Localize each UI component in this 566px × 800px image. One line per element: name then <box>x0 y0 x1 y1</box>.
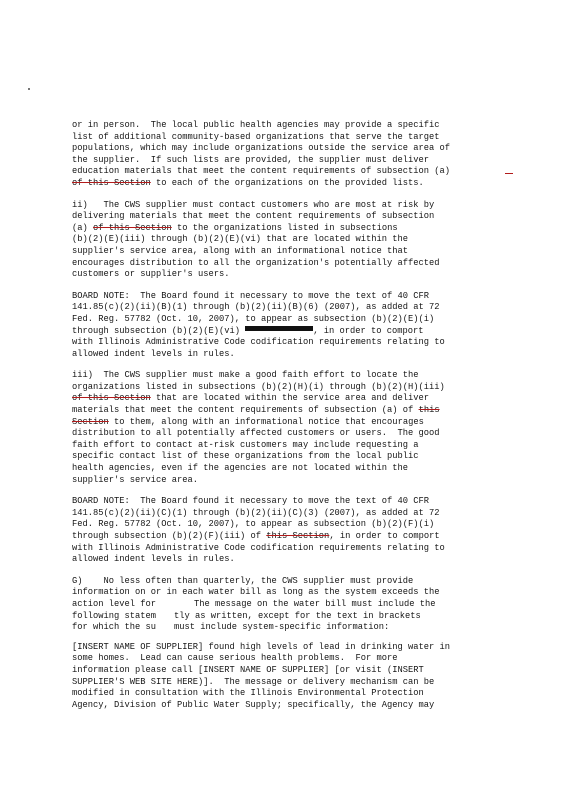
text-line: BOARD NOTE: The Board found it necessary to move the text of 40 CFR <box>72 290 430 301</box>
struck-text: this Section <box>266 531 330 541</box>
text-line: faith effort to contact at-risk customers may include requesting a <box>72 439 419 450</box>
text-line: G) No less often than quarterly, the CWS supplier must provide <box>72 575 414 586</box>
text-line: (a) <box>72 222 94 233</box>
text-line: ii) The CWS supplier must contact customers who are most at risk by <box>72 199 435 210</box>
struck-text: of this Section <box>93 222 172 233</box>
text-line: supplier's service area, along with an informational notice that <box>72 245 409 256</box>
board-note-1 <box>72 291 502 361</box>
text-line: (b)(2)(E)(iii) through (b)(2)(E)(vi) that are located within the <box>72 234 409 245</box>
text-line: following statem <box>72 610 157 621</box>
struck-text: of this Section <box>72 177 151 188</box>
paragraph-g <box>72 576 502 634</box>
text-line: must include system-specific information: <box>174 622 390 633</box>
text-line: that are located within the service area and deliver <box>150 393 430 404</box>
text-line: through subsection (b)(2)(F)(iii) of <box>72 531 267 541</box>
text-line: tly as written, except for the text in brackets <box>174 610 421 621</box>
text-line: [INSERT NAME OF SUPPLIER] found high levels of lead in drinking water in <box>72 641 451 652</box>
text-line: customers or supplier's users. <box>72 269 230 280</box>
text-line: Fed. Reg. 57782 (Oct. 10, 2007), to appear as subsection (b)(2)(F)(i) <box>72 519 435 530</box>
text-line: 141.85(c)(2)(ii)(C)(1) through (b)(2)(ii)(C)(3) (2007), as added at 72 <box>72 507 440 518</box>
text-line: action level for <box>72 598 157 609</box>
text-line: distribution to all potentially affected customers or users. The good <box>72 428 440 439</box>
text-line: Agency, Division of Public Water Supply; specifically, the Agency may <box>72 699 435 710</box>
text-line: allowed indent levels in rules. <box>72 348 235 359</box>
text-line: delivering materials that meet the content requirements of subsection <box>72 211 435 222</box>
text-line: materials that meet the content requirements of subsection (a) of <box>72 405 419 416</box>
redaction-bar <box>245 326 313 331</box>
text-line: health agencies, even if the agencies are not located within the <box>72 463 409 474</box>
text-line: with Illinois Administrative Code codification requirements relating to <box>72 542 445 553</box>
board-note-2 <box>72 496 502 566</box>
text-line: BOARD NOTE: The Board found it necessary to move the text of 40 CFR <box>72 496 430 507</box>
struck-text: this <box>418 405 440 416</box>
text-line: to them, along with an informational notice that encourages <box>108 416 424 427</box>
text-line: populations, which may include organizations outside the service area of <box>72 143 451 154</box>
text-line: to the organizations listed in subsections <box>171 222 398 233</box>
text-line: with Illinois Administrative Code codification requirements relating to <box>72 337 445 348</box>
text-line: education materials that meet the content requirements of subsection (a) <box>72 166 451 177</box>
text-line: to each of the organizations on the provided lists. <box>150 177 424 188</box>
text-line: for which the su <box>72 622 157 633</box>
text-line: , in order to comport <box>329 531 440 541</box>
text-line: or in person. The local public health agencies may provide a specific <box>72 120 440 130</box>
text-line: The message on the water bill must include the <box>194 598 436 609</box>
text-line: through subsection (b)(2)(E)(vi) <box>72 325 246 336</box>
required-notice-text <box>72 642 502 712</box>
text-line: some homes. Lead can cause serious health problems. For more <box>72 653 398 664</box>
scan-artifact-mark <box>28 88 30 90</box>
text-line: supplier's service area. <box>72 474 199 485</box>
text-line: information please call [INSERT NAME OF SUPPLIER] [or visit (INSERT <box>72 664 424 675</box>
text-line: SUPPLIER'S WEB SITE HERE)]. The message or delivery mechanism can be <box>72 676 435 687</box>
text-line: 141.85(c)(2)(ii)(B)(1) through (b)(2)(ii)(B)(6) (2007), as added at 72 <box>72 302 440 313</box>
document-body <box>72 120 502 711</box>
text-line: , in order to comport <box>313 325 424 336</box>
paragraph-ii <box>72 200 502 281</box>
text-line: Fed. Reg. 57782 (Oct. 10, 2007), to appear as subsection (b)(2)(E)(i) <box>72 313 435 324</box>
text-line: organizations listed in subsections (b)(2)(H)(i) through (b)(2)(H)(iii) <box>72 381 445 392</box>
paragraph-organizations-lists <box>72 120 502 190</box>
text-line: list of additional community-based organizations that serve the target <box>72 131 440 142</box>
revision-margin-mark <box>505 173 513 174</box>
text-line: iii) The CWS supplier must make a good faith effort to locate the <box>72 370 419 381</box>
text-line: specific contact list of these organizations from the local public <box>72 451 419 462</box>
paragraph-iii <box>72 370 502 486</box>
text-line: allowed indent levels in rules. <box>72 554 235 565</box>
text-line: the supplier. If such lists are provided, the supplier must deliver <box>72 154 430 165</box>
text-line: encourages distribution to all the organization's potentially affected <box>72 257 440 268</box>
struck-text: Section <box>72 416 109 427</box>
text-line: information on or in each water bill as long as the system exceeds the <box>72 587 440 598</box>
text-line: modified in consultation with the Illinois Environmental Protection <box>72 688 424 699</box>
struck-text: of this Section <box>72 393 151 404</box>
